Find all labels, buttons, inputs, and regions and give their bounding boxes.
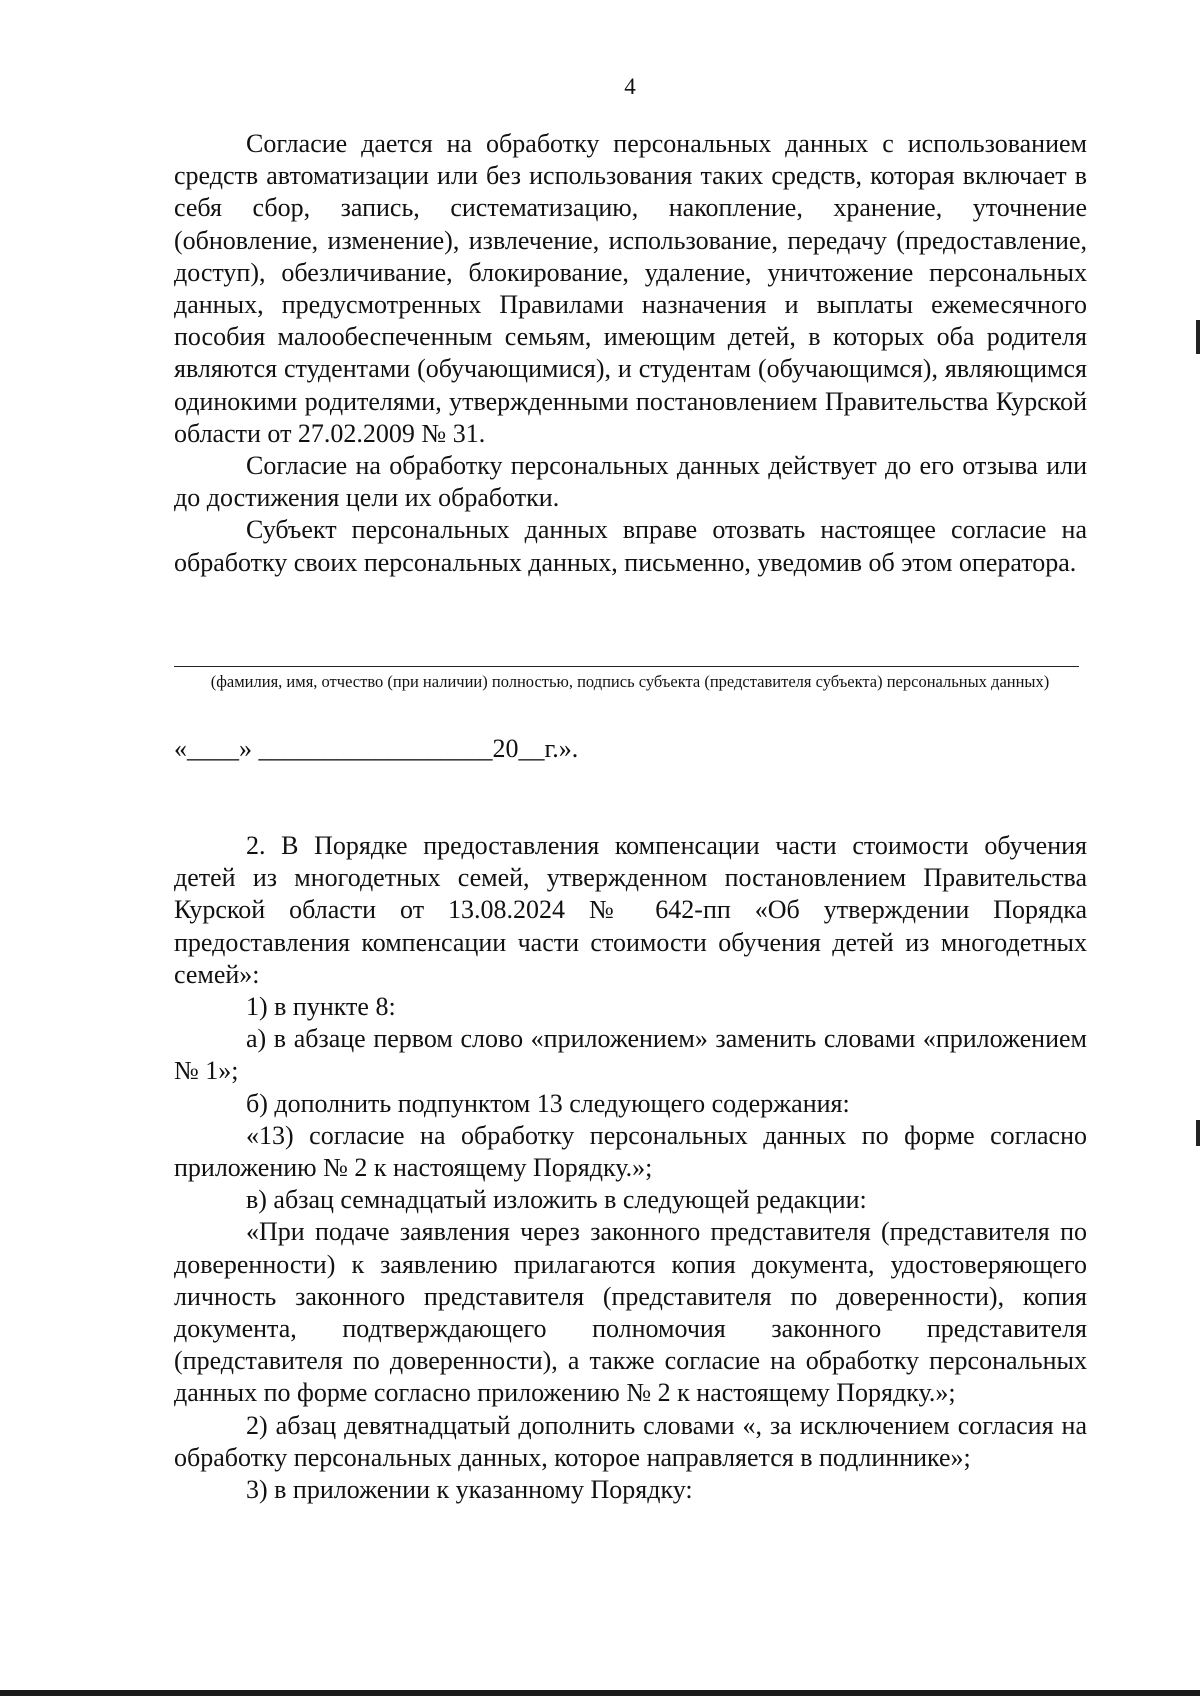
paragraph: 2) абзац девятнадцатый дополнить словами «, за исключением согласия на обработку персональных данных, которое направляется в подлиннике»; — [174, 1410, 1087, 1472]
scan-edge-mark — [1196, 320, 1200, 354]
paragraph: 2. В Порядке предоставления компенсации части стоимости обучения детей из многодетных семей, утвержденном постановлением Правительства Курской области от 13.08.2024 № 642-пп «Об утверждении Порядка предоставления компенсации части стоимости обучения детей из многодетных семей»: — [174, 831, 1087, 989]
amendment-text-block — [174, 830, 1087, 1506]
paragraph: а) в абзаце первом слово «приложением» заменить словами «приложением № 1»; — [174, 1024, 1087, 1086]
scan-bottom-edge — [0, 1690, 1200, 1696]
consent-text-block — [174, 128, 1087, 579]
paragraph: б) дополнить подпунктом 13 следующего содержания: — [246, 1088, 850, 1118]
date-line: «____» __________________20__г.». — [174, 734, 579, 763]
paragraph: «При подаче заявления через законного представителя (представителя по доверенности) к заявлению прилагаются копия документа, удостоверяющего личность законного представителя (представителя по доверенности), копия документа, подтверждающего полномочия законного представителя (представителя по доверенности), а также согласие на обработку персональных данных по форме согласно приложению № 2 к настоящему Порядку.»; — [174, 1217, 1087, 1408]
paragraph: Субъект персональных данных вправе отозвать настоящее согласие на обработку своих персональных данных, письменно, уведомив об этом оператора. — [174, 515, 1087, 577]
paragraph: Согласие дается на обработку персональных данных с использованием средств автоматизации или без использования таких средств, которая включает в себя сбор, запись, систематизацию, накопление, хранение, уточнение (обновление, изменение), извлечение, использование, передачу (предоставление, доступ), обезличивание, блокирование, удаление, уничтожение персональных данных, предусмотренных Правилами назначения и выплаты ежемесячного пособия малообеспеченным семьям, имеющим детей, в которых оба родителя являются студентами (обучающимися), и студентам (обучающимся), являющимся одинокими родителями, утвержденными постановлением Правительства Курской области от 27.02.2009 № 31. — [174, 129, 1087, 448]
page-number: 4 — [624, 74, 636, 99]
paragraph: 3) в приложении к указанному Порядку: — [246, 1475, 693, 1505]
signature-caption: (фамилия, имя, отчество (при наличии) полностью, подпись субъекта (представителя субъекта) персональных данных) — [210, 672, 1050, 691]
paragraph: 1) в пункте 8: — [246, 992, 396, 1022]
paragraph: в) абзац семнадцатый изложить в следующей редакции: — [246, 1185, 867, 1215]
paragraph: «13) согласие на обработку персональных данных по форме согласно приложению № 2 к настоящему Порядку.»; — [174, 1120, 1087, 1183]
signature-line — [174, 666, 1079, 667]
paragraph: Согласие на обработку персональных данных действует до его отзыва или до достижения цели их обработки. — [174, 451, 1087, 513]
scan-edge-mark — [1196, 1120, 1200, 1146]
